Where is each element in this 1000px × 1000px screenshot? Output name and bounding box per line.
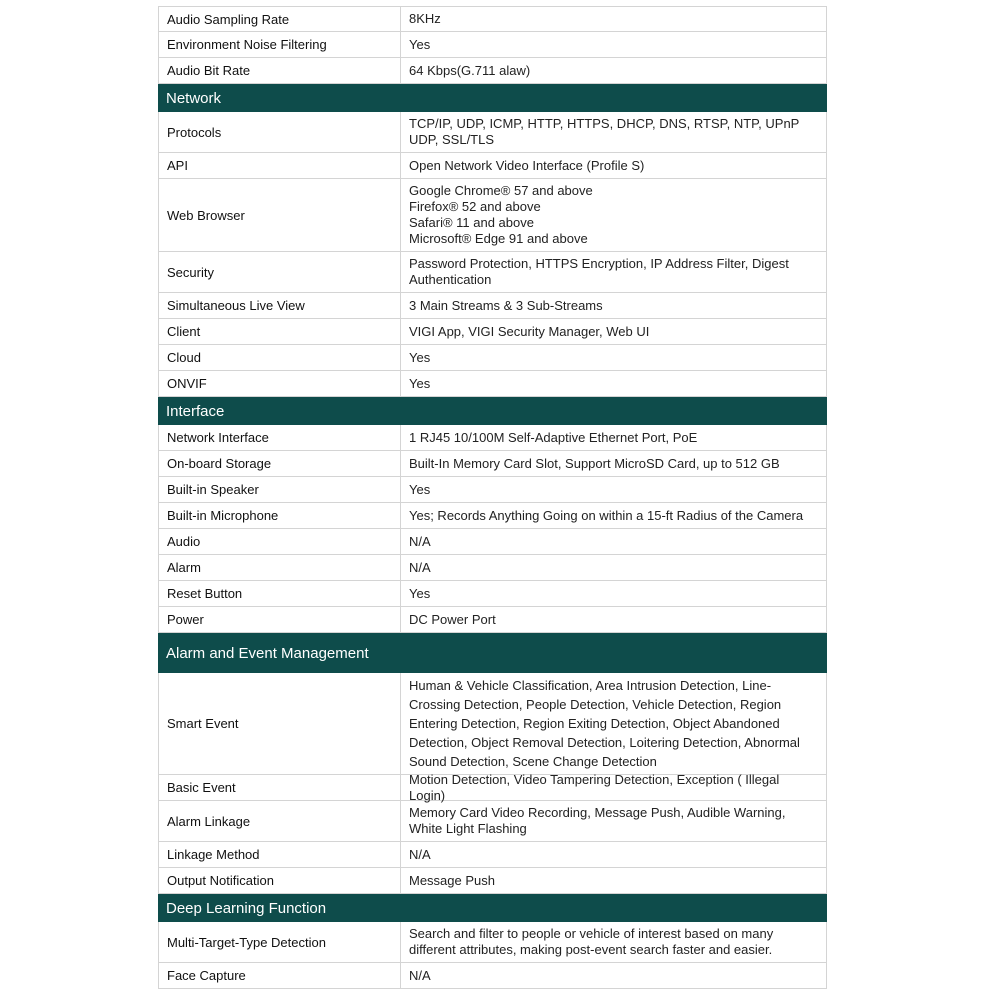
spec-label: Audio Bit Rate [159, 58, 401, 83]
section-header-deep-learning: Deep Learning Function [158, 894, 827, 922]
spec-label: Built-in Microphone [159, 503, 401, 528]
spec-row-linkage-method [158, 842, 827, 868]
spec-row-built-in-speaker [158, 477, 827, 503]
spec-value: Yes [409, 349, 431, 365]
spec-value: Yes [409, 585, 431, 601]
spec-label: Cloud [159, 345, 401, 370]
spec-label: API [159, 153, 401, 178]
section-header-interface: Interface [158, 397, 827, 425]
spec-value: N/A [409, 559, 431, 575]
spec-label: Smart Event [159, 673, 401, 774]
spec-label: Web Browser [159, 179, 401, 251]
spec-label: Output Notification [159, 868, 401, 893]
spec-row-client [158, 319, 827, 345]
spec-label: Simultaneous Live View [159, 293, 401, 318]
spec-value: N/A [409, 846, 431, 862]
spec-row-audio-bit-rate [158, 58, 827, 84]
spec-label: Basic Event [159, 775, 401, 800]
spec-value: Google Chrome® 57 and above Firefox® 52 and above Safari® 11 and above Microsoft® Edge 91 and above [409, 183, 593, 246]
spec-row-simultaneous-live-view [158, 293, 827, 319]
spec-label: Face Capture [159, 963, 401, 988]
spec-label: ONVIF [159, 371, 401, 396]
spec-value: Human & Vehicle Classification, Area Intrusion Detection, Line-Crossing Detection, People Detection, Vehicle Detection, Region Entering Detection, Region Exiting Detection, Object Abandoned Detection, Object Removal Detection, Loitering Detection, Abnormal Sound Detection, Scene Change Detection [409, 678, 800, 769]
spec-row-basic-event [158, 771, 827, 803]
spec-label: Power [159, 607, 401, 632]
spec-row-web-browser [158, 179, 827, 252]
spec-table [158, 6, 827, 989]
spec-value: TCP/IP, UDP, ICMP, HTTP, HTTPS, DHCP, DNS, RTSP, NTP, UPnP UDP, SSL/TLS [409, 116, 800, 147]
section-header-alarm-event: Alarm and Event Management [158, 633, 827, 673]
spec-row-alarm [158, 555, 827, 581]
spec-label: Environment Noise Filtering [159, 32, 401, 57]
spec-value: Built-In Memory Card Slot, Support MicroSD Card, up to 512 GB [409, 455, 780, 471]
spec-row-alarm-linkage [158, 801, 827, 842]
spec-row-face-capture [158, 963, 827, 989]
spec-row-audio-sampling-rate [158, 6, 827, 32]
spec-row-on-board-storage [158, 451, 827, 477]
spec-label: Alarm [159, 555, 401, 580]
spec-value: Motion Detection, Video Tampering Detection, Exception ( Illegal Login) [409, 771, 780, 803]
spec-row-onvif [158, 371, 827, 397]
spec-value: 3 Main Streams & 3 Sub-Streams [409, 297, 603, 313]
spec-value: Password Protection, HTTPS Encryption, IP Address Filter, Digest Authentication [409, 256, 789, 287]
spec-label: Network Interface [159, 425, 401, 450]
spec-label: Audio Sampling Rate [159, 7, 401, 31]
spec-value: N/A [409, 967, 431, 983]
spec-row-cloud [158, 345, 827, 371]
spec-value: VIGI App, VIGI Security Manager, Web UI [409, 323, 650, 339]
spec-row-audio [158, 529, 827, 555]
spec-label: Built-in Speaker [159, 477, 401, 502]
spec-value: Yes; Records Anything Going on within a 15-ft Radius of the Camera [409, 507, 804, 523]
spec-row-protocols [158, 112, 827, 153]
spec-value: Memory Card Video Recording, Message Push, Audible Warning, White Light Flashing [409, 805, 786, 836]
spec-value: 64 Kbps(G.711 alaw) [409, 62, 531, 78]
spec-value: Open Network Video Interface (Profile S) [409, 157, 645, 173]
spec-label: Client [159, 319, 401, 344]
spec-label: Reset Button [159, 581, 401, 606]
spec-row-environment-noise-filtering [158, 32, 827, 58]
spec-value: Yes [409, 481, 431, 497]
spec-row-reset-button [158, 581, 827, 607]
spec-value: 8KHz [409, 11, 441, 26]
spec-row-multi-target-detection [158, 922, 827, 963]
spec-row-network-interface [158, 425, 827, 451]
spec-value: Yes [409, 375, 431, 391]
spec-label: On-board Storage [159, 451, 401, 476]
spec-row-smart-event [158, 673, 827, 775]
spec-value: DC Power Port [409, 611, 496, 627]
spec-label: Protocols [159, 112, 401, 152]
spec-row-api [158, 153, 827, 179]
spec-value: Message Push [409, 872, 495, 888]
spec-row-power [158, 607, 827, 633]
section-header-network: Network [158, 84, 827, 112]
spec-label: Audio [159, 529, 401, 554]
spec-label: Linkage Method [159, 842, 401, 867]
spec-label: Security [159, 252, 401, 292]
spec-label: Multi-Target-Type Detection [159, 922, 401, 962]
spec-row-security [158, 252, 827, 293]
spec-value: N/A [409, 533, 431, 549]
spec-value: Search and filter to people or vehicle of interest based on many different attributes, making post-event search faster and easier. [409, 926, 774, 957]
spec-value: Yes [409, 36, 431, 52]
spec-value: 1 RJ45 10/100M Self-Adaptive Ethernet Port, PoE [409, 429, 698, 445]
spec-label: Alarm Linkage [159, 801, 401, 841]
spec-row-output-notification [158, 868, 827, 894]
spec-row-built-in-microphone [158, 503, 827, 529]
